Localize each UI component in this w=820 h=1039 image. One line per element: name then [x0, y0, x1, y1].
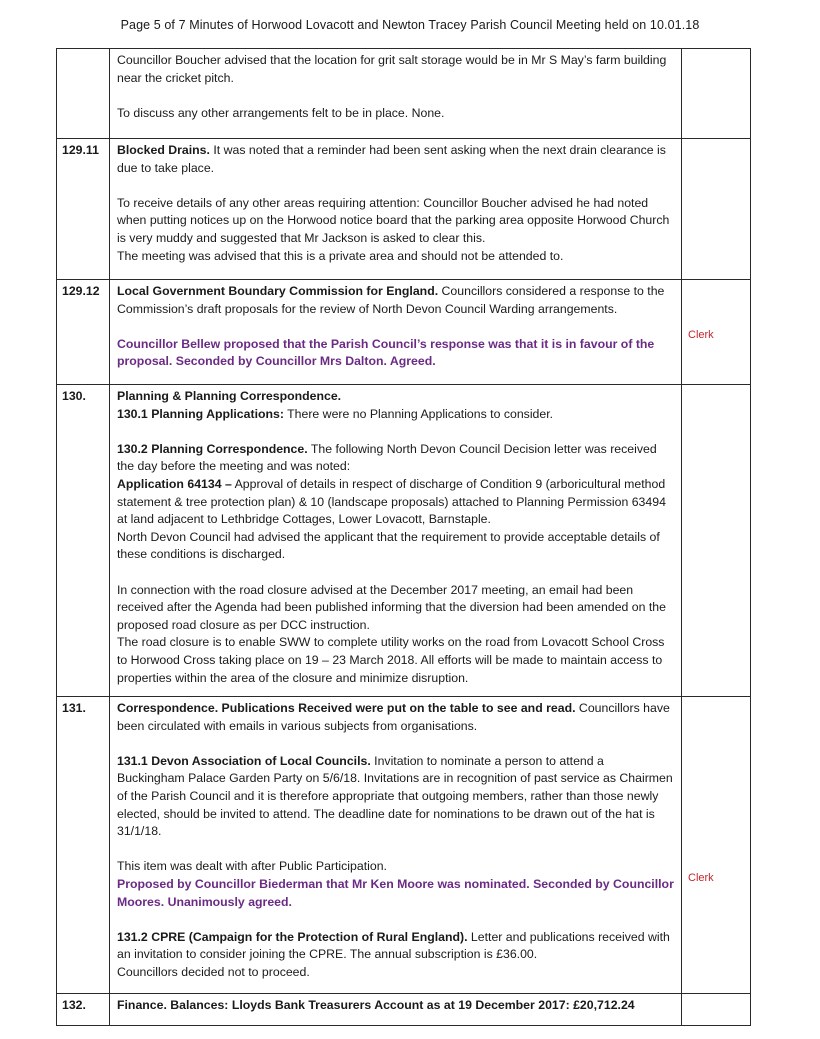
item-body [110, 139, 682, 280]
paragraph [117, 406, 674, 424]
action-cell [682, 697, 751, 994]
paragraph: The road closure is to enable SWW to complete utility works on the road from Lovacott School Cross to Horwood Cross taking place on 19 – 23 March 2018. All efforts will be made to maintain access to properties within the area of the closure and minimize disruption. [117, 635, 665, 685]
item-heading: Correspondence. Publications Received were put on the table to see and read. [117, 701, 576, 715]
item-text: The following North Devon Council Decision letter was received the day before the meeting and was noted: [117, 441, 657, 474]
subitem-heading: 130.2 Planning Correspondence. [117, 441, 308, 456]
page-header: Page 5 of 7 Minutes of Horwood Lovacott and Newton Tracey Parish Council Meeting held on 10.01.18 [120, 18, 700, 32]
action-cell [682, 49, 751, 139]
subitem-heading: 131.2 CPRE (Campaign for the Protection of Rural England). [117, 929, 468, 944]
item-body [110, 697, 682, 994]
item-number: 132. [57, 994, 110, 1026]
item-body [110, 49, 682, 139]
action-cell [682, 139, 751, 280]
table-row [57, 994, 751, 1026]
paragraph: To receive details of any other areas requiring attention: Councillor Boucher advised he had noted when putting notices up on the Horwood notice board that the parking area opposite Horwood Church is very muddy and suggested that Mr Jackson is asked to clear this. [117, 195, 670, 245]
subitem-heading: 131.1 Devon Association of Local Councils. [117, 753, 371, 768]
table-row [57, 385, 751, 697]
table-row [57, 697, 751, 994]
resolution-text: Proposed by Councillor Biederman that Mr Ken Moore was nominated. Seconded by Councillor Moores. Unanimously agreed. [117, 876, 674, 909]
item-text: There were no Planning Applications to consider. [283, 406, 554, 421]
item-text: Letter and publications received with an invitation to consider joining the CPRE. The annual subscription is £36.00. [117, 929, 670, 962]
paragraph: To discuss any other arrangements felt to be in place. None. [117, 105, 445, 120]
paragraph: This item was dealt with after Public Participation. [117, 859, 387, 874]
paragraph: In connection with the road closure advised at the December 2017 meeting, an email had been received after the Agenda had been published informing that the diversion had been amended on the proposed road closure as per DCC instruction. [117, 582, 666, 632]
item-body [110, 280, 682, 385]
table-row [57, 280, 751, 385]
paragraph [117, 929, 674, 964]
action-owner: Clerk [688, 872, 714, 884]
finance-balance: Finance. Balances: Lloyds Bank Treasurers Account as at 19 December 2017: £20,712.24 [117, 998, 635, 1012]
item-text: Councillors considered a response to the Commission’s draft proposals for the review of North Devon Council Warding arrangements. [117, 284, 665, 316]
paragraph [117, 283, 674, 318]
item-heading: Local Government Boundary Commission for England. [117, 284, 439, 298]
paragraph [117, 753, 674, 841]
paragraph [117, 700, 674, 735]
item-text: It was noted that a reminder had been sent asking when the next drain clearance is due to take place. [117, 143, 666, 175]
item-number: 129.12 [57, 280, 110, 385]
resolution-text: Councillor Bellew proposed that the Parish Council’s response was that it is in favour of the proposal. Seconded by Councillor Mrs Dalton. Agreed. [117, 336, 655, 369]
item-body [110, 385, 682, 697]
action-owner: Clerk [688, 329, 714, 341]
paragraph [117, 142, 674, 177]
action-cell [682, 385, 751, 697]
table-row [57, 139, 751, 280]
item-text: Invitation to nominate a person to attend a Buckingham Palace Garden Party on 5/6/18. Invitations are in recognition of past service as Chairmen of the Parish Council and it is therefore appropriate that outgoing members, rather than those newly elected, should be invited to attend. The deadline date for nominations to be drawn out of the hat is 31/1/18. [117, 753, 673, 839]
item-number [57, 49, 110, 139]
item-number: 129.11 [57, 139, 110, 280]
item-text: Councillors have been circulated with emails in various subjects from organisations. [117, 701, 670, 733]
paragraph: Councillors decided not to proceed. [117, 964, 310, 979]
item-body [110, 994, 682, 1026]
table-row [57, 49, 751, 139]
action-cell [682, 994, 751, 1026]
subitem-heading: 130.1 Planning Applications: [117, 406, 284, 421]
item-heading: Blocked Drains. [117, 143, 210, 157]
paragraph [117, 476, 674, 529]
item-heading: Planning & Planning Correspondence. [117, 389, 342, 403]
minutes-table [56, 48, 751, 1026]
item-number: 131. [57, 697, 110, 994]
item-number: 130. [57, 385, 110, 697]
paragraph: North Devon Council had advised the applicant that the requirement to provide acceptable details of these conditions is discharged. [117, 529, 660, 562]
paragraph: The meeting was advised that this is a private area and should not be attended to. [117, 248, 564, 263]
paragraph: Councillor Boucher advised that the location for grit salt storage would be in Mr S May’s farm building near the cricket pitch. [117, 53, 667, 85]
action-cell [682, 280, 751, 385]
item-text: Approval of details in respect of discharge of Condition 9 (arboricultural method statement & tree protection plan) & 10 (landscape proposals) attached to Planning Permission 63494 at land adjacent to Lethbridge Cottages, Lower Lovacott, Barnstaple. [117, 476, 666, 527]
paragraph [117, 441, 674, 476]
application-ref: Application 64134 – [117, 476, 232, 491]
